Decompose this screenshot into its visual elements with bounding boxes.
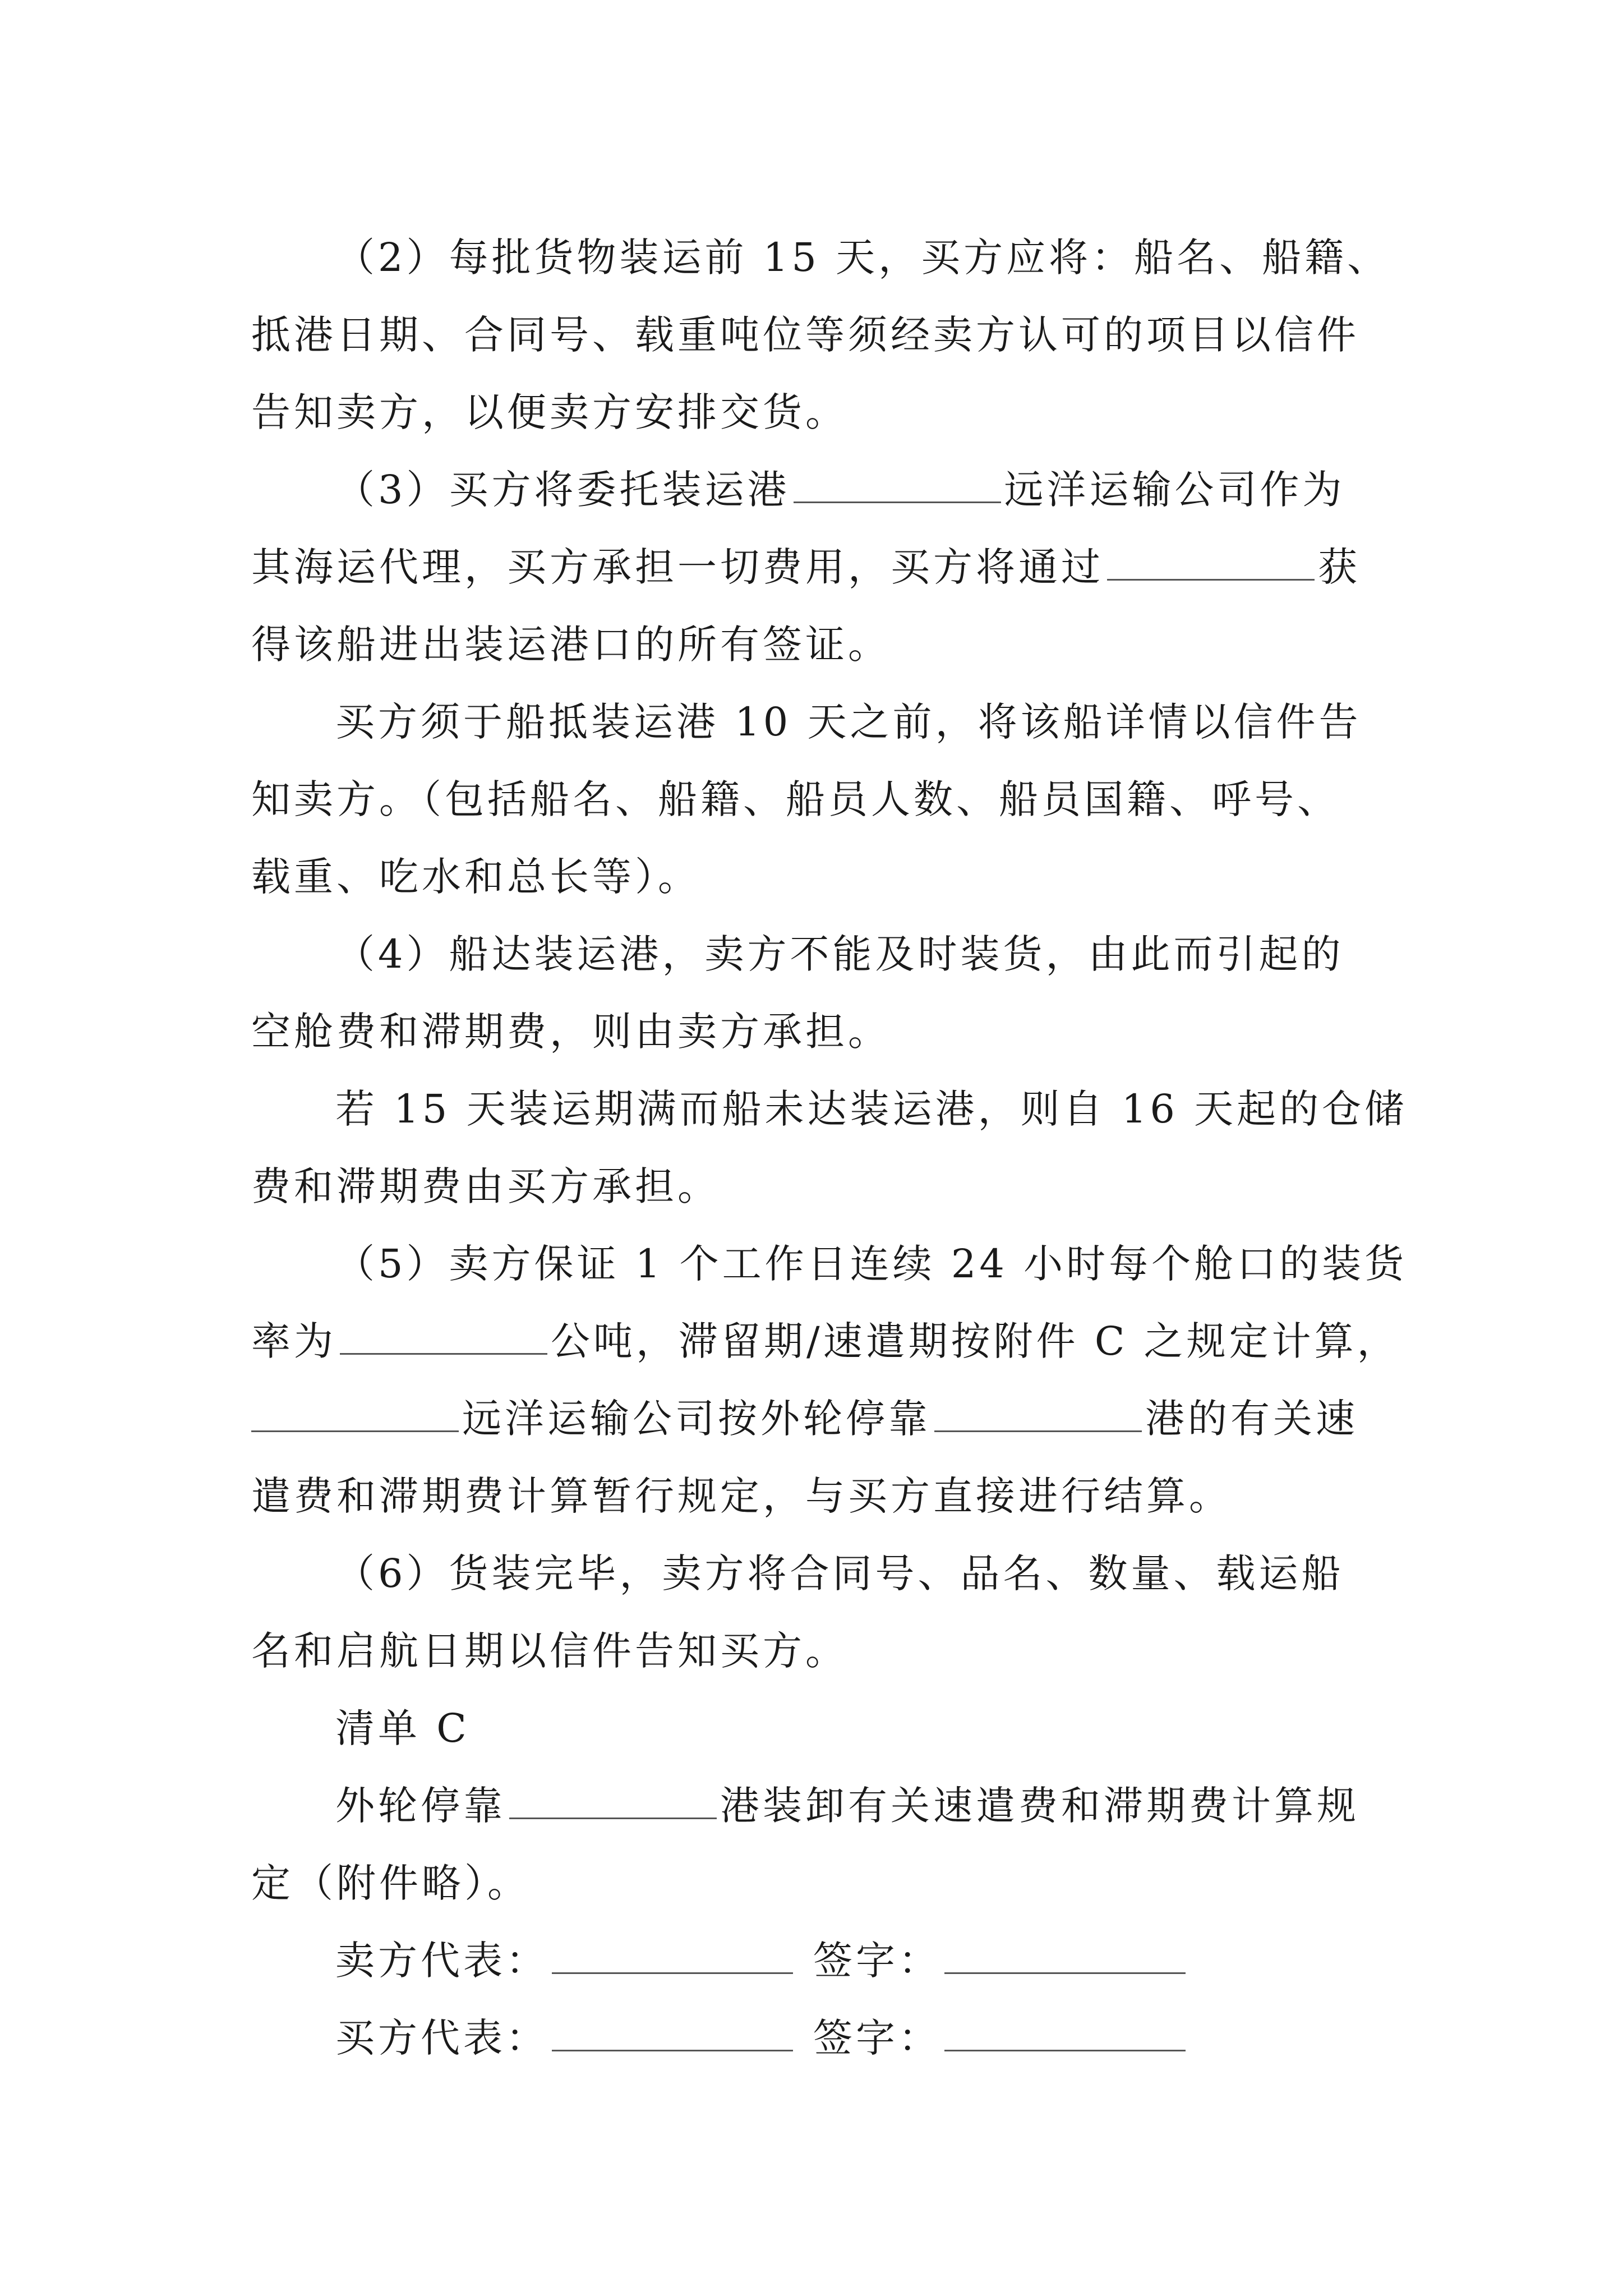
buyer-rep-blank[interactable] xyxy=(552,2017,793,2051)
clause-2-line-3: 告知卖方，以便卖方安排交货。 xyxy=(251,389,848,435)
clause-4-line-2: 空舱费和滞期费，则由卖方承担。 xyxy=(251,1009,891,1055)
clause-3-text-d: 获 xyxy=(1318,544,1361,590)
clause-6-line-1: （6）货装完毕，卖方将合同号、品名、数量、载运船 xyxy=(335,1550,1344,1596)
list-c-text-a: 外轮停靠 xyxy=(335,1783,506,1829)
clause-3-text-b: 远洋运输公司作为 xyxy=(1004,467,1345,513)
clause-5 xyxy=(251,1225,1408,1535)
list-c-line-2: 定（附件略）。 xyxy=(251,1860,530,1906)
clause-3 xyxy=(251,451,1390,683)
seller-rep-blank[interactable] xyxy=(552,1940,793,1974)
clause-5-line-3 xyxy=(251,1380,1390,1457)
clause-3-line-2 xyxy=(251,528,1390,606)
clause-3-line-3: 得该船进出装运港口的所有签证。 xyxy=(251,622,891,668)
seller-sign-blank[interactable] xyxy=(944,1940,1186,1974)
clause-5-text-c: 远洋运输公司按外轮停靠 xyxy=(462,1396,931,1442)
shipping-company-blank[interactable] xyxy=(251,1398,459,1432)
contract-body xyxy=(251,219,1408,2077)
clause-4-storage-line-1: 若 15 天装运期满而船未达装运港，则自 16 天起的仓储 xyxy=(335,1086,1408,1132)
clause-5-line-4: 遣费和滞期费计算暂行规定，与买方直接进行结算。 xyxy=(251,1473,1232,1519)
seller-sign-label: 签字： xyxy=(813,1938,941,1984)
agent-blank[interactable] xyxy=(1107,546,1315,581)
list-c-text-b: 港装卸有关速遣费和滞期费计算规 xyxy=(720,1783,1359,1829)
clause-3-notice xyxy=(251,683,1390,915)
clause-6 xyxy=(251,1535,1390,1690)
list-c-title: 清单 C xyxy=(335,1705,470,1751)
clause-3-text-a: （3）买方将委托装运港 xyxy=(335,467,790,513)
buyer-signature-row xyxy=(251,1999,1390,2077)
clause-3-text-c: 其海运代理，买方承担一切费用，买方将通过 xyxy=(251,544,1104,590)
buyer-sign-blank[interactable] xyxy=(944,2017,1186,2051)
clause-4-storage xyxy=(251,1070,1408,1225)
clause-5-line-2 xyxy=(251,1303,1400,1380)
clause-2-line-1: （2）每批货物装运前 15 天，买方应将：船名、船籍、 xyxy=(335,234,1390,280)
clause-5-line-1: （5）卖方保证 1 个工作日连续 24 小时每个舱口的装货 xyxy=(335,1241,1408,1287)
loading-rate-blank[interactable] xyxy=(340,1320,547,1355)
seller-signature-row xyxy=(251,1922,1390,1999)
clause-4 xyxy=(251,915,1390,1070)
list-port-blank[interactable] xyxy=(509,1785,717,1819)
clause-2 xyxy=(251,219,1390,451)
port-blank[interactable] xyxy=(934,1398,1142,1432)
clause-3-notice-line-1: 买方须于船抵装运港 10 天之前，将该船详情以信件告 xyxy=(335,699,1362,745)
clause-5-text-b: 公吨，滞留期/速遣期按附件 C 之规定计算， xyxy=(551,1318,1400,1364)
list-c xyxy=(251,1690,1390,1922)
list-c-line-1 xyxy=(251,1767,1390,1844)
clause-4-line-1: （4）船达装运港，卖方不能及时装货，由此而引起的 xyxy=(335,931,1344,977)
clause-3-notice-line-2: 知卖方。（包括船名、船籍、船员人数、船员国籍、呼号、 xyxy=(251,776,1340,822)
seller-rep-label: 卖方代表： xyxy=(335,1938,548,1984)
clause-3-line-1 xyxy=(251,451,1390,528)
clause-3-notice-line-3: 载重、吃水和总长等）。 xyxy=(251,854,700,900)
clause-5-text-d: 港的有关速 xyxy=(1145,1396,1358,1442)
clause-5-text-a: 率为 xyxy=(251,1318,336,1364)
buyer-rep-label: 买方代表： xyxy=(335,2015,548,2061)
shipping-port-blank[interactable] xyxy=(794,469,1001,503)
buyer-sign-label: 签字： xyxy=(813,2015,941,2061)
clause-2-line-2: 抵港日期、合同号、载重吨位等须经卖方认可的项目以信件 xyxy=(251,312,1359,358)
clause-6-line-2: 名和启航日期以信件告知买方。 xyxy=(251,1628,848,1674)
clause-4-storage-line-2: 费和滞期费由买方承担。 xyxy=(251,1163,720,1209)
